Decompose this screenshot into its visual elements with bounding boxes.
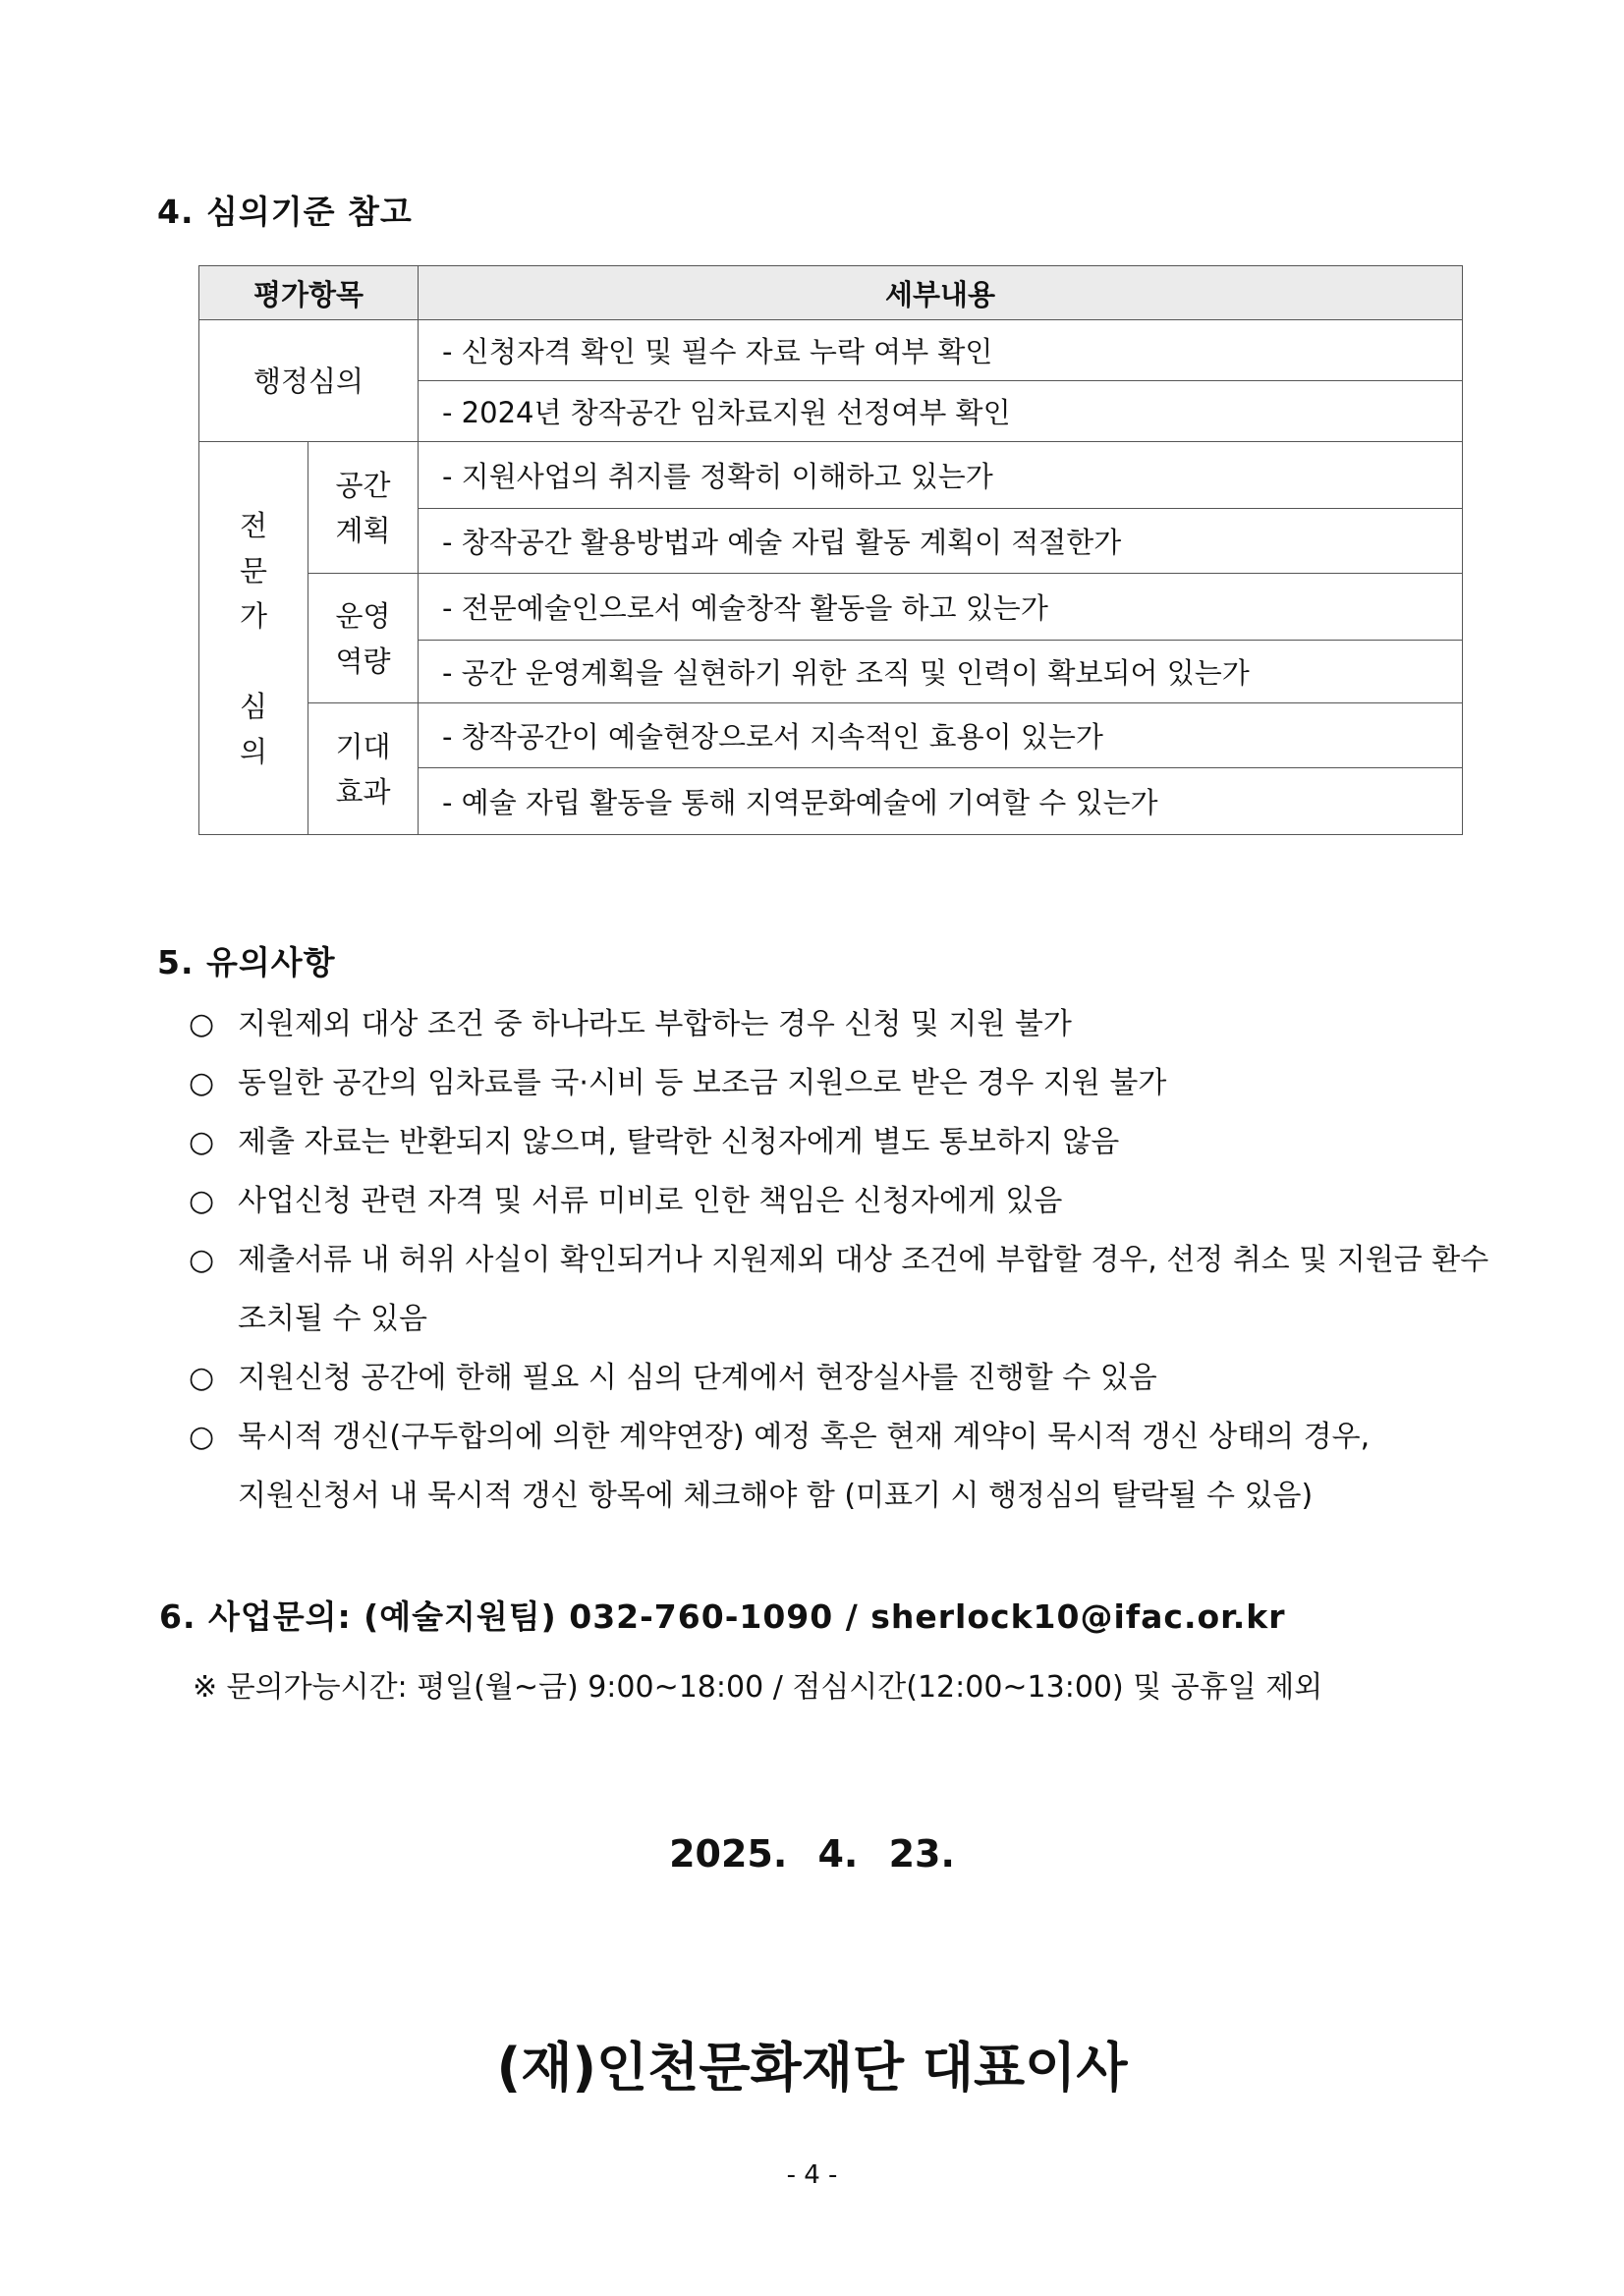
table-row <box>199 442 1463 509</box>
contact-info: 6. 사업문의: (예술지원팀) 032-760-1090 / sherlock10@ifac.or.kr <box>159 1597 1286 1636</box>
criterion-item: - 2024년 창작공간 임차료지원 선정여부 확인 <box>419 381 1463 442</box>
table-row <box>199 320 1463 381</box>
circle-bullet-icon: ○ <box>189 1420 215 1454</box>
circle-bullet-icon: ○ <box>189 1361 215 1395</box>
inquiry-hours: ※ 문의가능시간: 평일(월~금) 9:00~18:00 / 점심시간(12:00~13:00) 및 공휴일 제외 <box>193 1670 1323 1705</box>
criterion-item: - 공간 운영계획을 실현하기 위한 조직 및 인력이 확보되어 있는가 <box>419 641 1463 703</box>
expert-review-label: 전 문 가 심 의 <box>199 442 308 835</box>
document-date: 2025. 4. 23. <box>669 1832 955 1876</box>
list-item: ○ 사업신청 관련 자격 및 서류 미비로 인한 책임은 신청자에게 있음 <box>189 1172 1505 1231</box>
table-row <box>199 574 1463 641</box>
circle-bullet-icon: ○ <box>189 1243 215 1277</box>
list-item: ○ 제출서류 내 허위 사실이 확인되거나 지원제외 대상 조건에 부합할 경우, 선정 취소 및 지원금 환수 조치될 수 있음 <box>189 1231 1505 1349</box>
criterion-item: - 예술 자립 활동을 통해 지역문화예술에 기여할 수 있는가 <box>419 768 1463 835</box>
criterion-item: - 창작공간이 예술현장으로서 지속적인 효용이 있는가 <box>419 703 1463 768</box>
circle-bullet-icon: ○ <box>189 1125 215 1159</box>
section4-title: 4. 심의기준 참고 <box>157 193 413 231</box>
group-label-operation: 운영 역량 <box>308 574 419 703</box>
section5-title: 5. 유의사항 <box>157 943 336 981</box>
table-row <box>199 703 1463 768</box>
notes-list <box>189 995 1505 1526</box>
criterion-item: - 지원사업의 취지를 정확히 이해하고 있는가 <box>419 442 1463 509</box>
list-item: ○ 묵시적 갱신(구두합의에 의한 계약연장) 예정 혹은 현재 계약이 묵시적 갱신 상태의 경우, 지원신청서 내 묵시적 갱신 항목에 체크해야 함 (미표기 시 행정심의 탈락될 수 있음) <box>189 1408 1505 1526</box>
organization-signature: (재)인천문화재단 대표이사 <box>496 2037 1128 2099</box>
admin-review-label: 행정심의 <box>199 320 419 442</box>
circle-bullet-icon: ○ <box>189 1066 215 1100</box>
list-item: ○ 지원제외 대상 조건 중 하나라도 부합하는 경우 신청 및 지원 불가 <box>189 995 1505 1054</box>
table-header-row <box>199 266 1463 320</box>
list-item: ○ 지원신청 공간에 한해 필요 시 심의 단계에서 현장실사를 진행할 수 있음 <box>189 1349 1505 1408</box>
circle-bullet-icon: ○ <box>189 1184 215 1218</box>
criteria-table <box>198 265 1463 835</box>
page-number: - 4 - <box>786 2160 838 2190</box>
criterion-item: - 전문예술인으로서 예술창작 활동을 하고 있는가 <box>419 574 1463 641</box>
group-label-effect: 기대 효과 <box>308 703 419 835</box>
list-item: ○ 동일한 공간의 임차료를 국·시비 등 보조금 지원으로 받은 경우 지원 불가 <box>189 1054 1505 1113</box>
circle-bullet-icon: ○ <box>189 1007 215 1041</box>
criterion-item: - 창작공간 활용방법과 예술 자립 활동 계획이 적절한가 <box>419 509 1463 574</box>
criterion-item: - 신청자격 확인 및 필수 자료 누락 여부 확인 <box>419 320 1463 381</box>
list-item: ○ 제출 자료는 반환되지 않으며, 탈락한 신청자에게 별도 통보하지 않음 <box>189 1113 1505 1172</box>
header-details: 세부내용 <box>419 266 1463 320</box>
group-label-space-plan: 공간 계획 <box>308 442 419 574</box>
header-eval-item: 평가항목 <box>199 266 419 320</box>
